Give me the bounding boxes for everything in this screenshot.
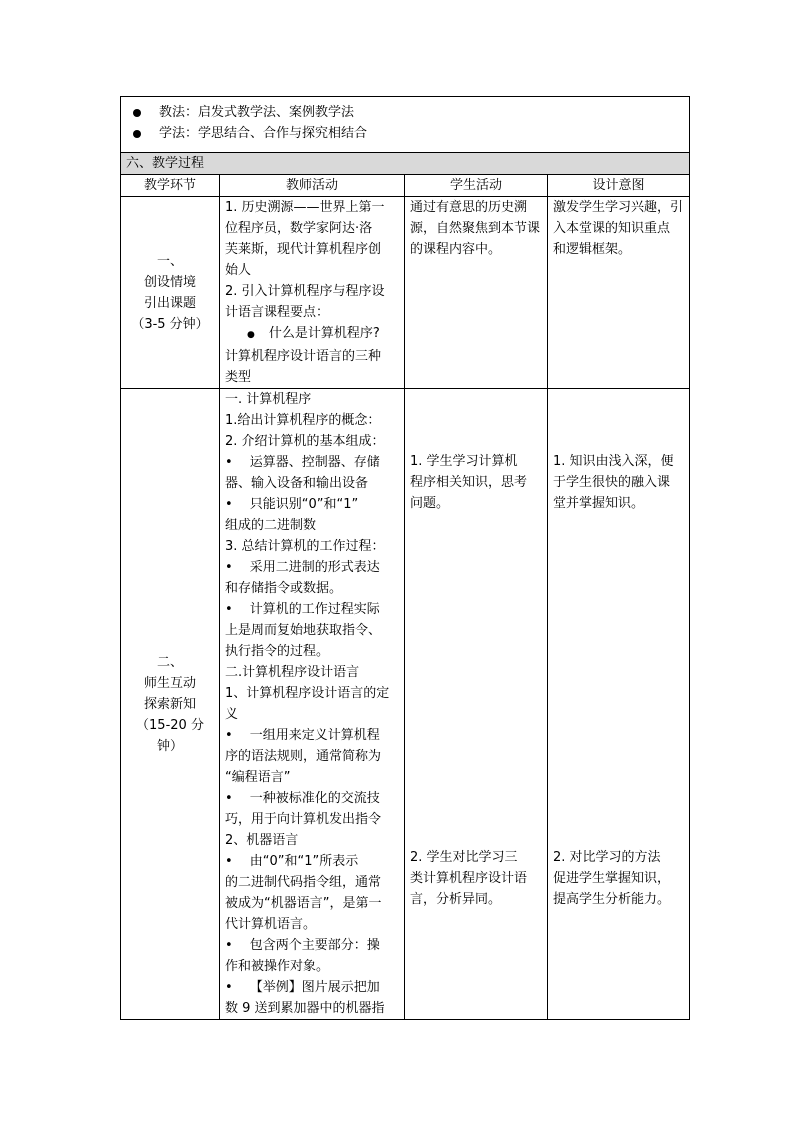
design-intent-2 [553,847,684,910]
table-row [121,197,690,389]
section-title-row [121,153,690,175]
teacher-line: 类型 [225,370,252,385]
student-line: 的课程内容中。 [410,242,502,257]
bullet-icon [133,130,141,138]
stage-line: 引出课题 [143,295,196,311]
student-line: 问题。 [410,496,450,511]
student-activity-cell [405,197,548,389]
intent-line: 2. 对比学习的方法 [553,850,661,865]
header-teacher: 教师活动 [220,175,405,197]
intent-line: 堂并掌握知识。 [553,496,645,511]
student-line: 通过有意思的历史溯 [410,200,528,215]
teacher-bullet-text: 什么是计算机程序? [268,326,380,341]
teacher-line: • 运算器、控制器、存储 [225,455,380,470]
teacher-line: 芙莱斯，现代计算机程序创 [225,242,382,257]
student-activity-2 [410,847,542,910]
header-stage: 教学环节 [121,175,220,197]
intent-line: 提高学生分析能力。 [553,892,671,907]
teacher-line: 2、机器语言 [225,833,299,848]
teacher-line: 器、输入设备和输出设备 [225,476,369,491]
intent-line: 入本堂课的知识重点 [553,221,671,236]
intent-line: 促进学生掌握知识， [553,871,671,886]
methods-row [121,97,690,153]
intent-line: 1. 知识由浅入深，便 [553,454,674,469]
method-item [129,102,681,123]
intent-line: 于学生很快的融入课 [553,475,671,490]
teacher-activity-cell [220,197,405,389]
teacher-line: 义 [225,707,239,722]
stage-line: 探索新知 [143,696,196,712]
stage-line: 创设情境 [143,274,196,290]
teacher-line: 计算机程序设计语言的三种 [225,349,382,364]
teacher-line: 位程序员，数学家阿达·洛 [225,221,373,236]
stage-line: （3-5 分钟） [131,316,209,332]
teacher-line: 1.给出计算机程序的概念： [225,413,381,428]
stage-line: 钟） [156,738,183,754]
teacher-line: • 由“0”和“1”所表示 [225,854,359,869]
teacher-line: • 采用二进制的形式表达 [225,560,380,575]
teacher-line: 数 9 送到累加器中的机器指 [225,1001,385,1016]
teacher-line: 始人 [225,263,252,278]
bullet-icon [133,109,141,117]
teaching-process-table [120,96,690,1020]
table-header-row [121,175,690,197]
teacher-line: “编程语言” [225,770,291,785]
teacher-line: 计语言课程要点： [225,305,330,320]
method-text: 教法：启发式教学法、案例教学法 [159,105,355,120]
header-student: 学生活动 [405,175,548,197]
teacher-line: 执行指令的过程。 [225,644,330,659]
teacher-line: 1、计算机程序设计语言的定 [225,686,390,701]
teacher-line: 代计算机语言。 [225,917,317,932]
intent-line: 和逻辑框架。 [553,242,632,257]
teacher-line: 作和被操作对象。 [225,959,330,974]
student-line: 1. 学生学习计算机 [410,454,518,469]
design-intent-1 [553,451,684,514]
student-line: 源，自然聚焦到本节课 [410,221,541,236]
teacher-line: • 一组用来定义计算机程 [225,728,380,743]
header-intent: 设计意图 [548,175,690,197]
table-row [121,389,690,1020]
intent-line: 激发学生学习兴趣，引 [553,200,684,215]
teacher-line: • 【举例】图片展示把加 [225,980,380,995]
stage-line: （15-20 分 [136,717,204,733]
bullet-icon: ● [247,330,255,340]
teacher-line: • 包含两个主要部分：操 [225,938,380,953]
teacher-activity-cell [220,389,405,1020]
teacher-line: 巧，用于向计算机发出指令 [225,812,382,827]
student-line: 程序相关知识，思考 [410,475,528,490]
stage-cell [121,389,220,1020]
teacher-line: • 一种被标准化的交流技 [225,791,380,806]
teacher-line: 组成的二进制数 [225,518,317,533]
design-intent-cell [548,197,690,389]
teacher-line: 被成为“机器语言”，是第一 [225,896,382,911]
student-line: 类计算机程序设计语 [410,871,528,886]
student-line: 言，分析异同。 [410,892,502,907]
teacher-line: 的二进制代码指令组，通常 [225,875,382,890]
teacher-line: 和存储指令或数据。 [225,581,343,596]
teacher-line: 2. 介绍计算机的基本组成： [225,434,385,449]
methods-cell [121,97,690,153]
design-intent-cell [548,389,690,1020]
teacher-line: 序的语法规则，通常简称为 [225,749,382,764]
student-activity-1 [410,451,542,514]
teacher-line: 上是周而复始地获取指令、 [225,623,382,638]
stage-line: 一、 [156,253,183,269]
teacher-line: 二.计算机程序设计语言 [225,665,360,680]
teacher-line: • 计算机的工作过程实际 [225,602,380,617]
teacher-line: 3. 总结计算机的工作过程： [225,539,385,554]
teacher-line: 一. 计算机程序 [225,392,312,407]
teacher-line: • 只能识别“0”和“1” [225,497,359,512]
teacher-line: 1. 历史溯源——世界上第一 [225,200,385,215]
stage-line: 师生互动 [143,675,196,691]
method-text: 学法：学思结合、合作与探究相结合 [159,126,368,141]
method-item [129,123,681,144]
stage-line: 二、 [156,654,183,670]
student-line: 2. 学生对比学习三 [410,850,518,865]
section-title: 六、教学过程 [121,153,690,175]
student-activity-cell [405,389,548,1020]
teacher-bullet-line [225,323,399,346]
stage-cell [121,197,220,389]
teacher-line: 2. 引入计算机程序与程序设 [225,284,385,299]
